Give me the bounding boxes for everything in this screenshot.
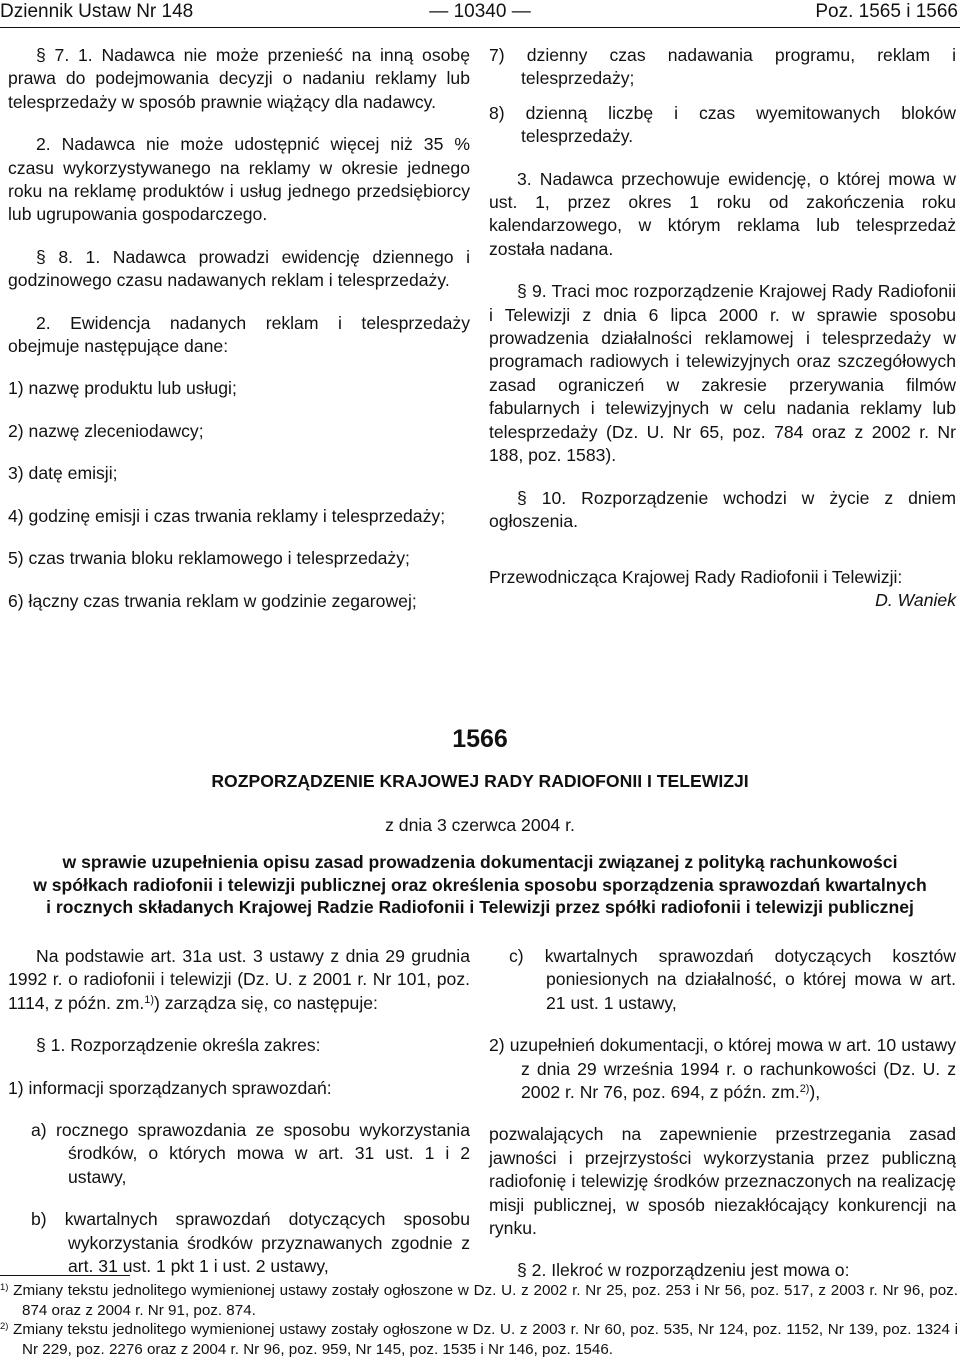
signatory-title: Przewodnicząca Krajowej Rady Radiofonii i Telewizji: xyxy=(489,567,903,587)
act-subject xyxy=(0,851,960,919)
act-subject-line: w spółkach radiofonii i telewizji publicznej oraz określenia sposobu sporządzenia sprawozdań kwartalnych xyxy=(33,874,927,895)
footnote-rule xyxy=(0,1275,130,1276)
list-item: 7) dzienny czas nadawania programu, reklam i telesprzedaży; xyxy=(489,45,956,89)
act-subject-line: w sprawie uzupełnienia opisu zasad prowadzenia dokumentacji związanej z polityką rachunkowości xyxy=(62,852,898,872)
paragraph-2: § 2. Ilekroć w rozporządzeniu jest mowa o: xyxy=(517,1260,850,1281)
page-header xyxy=(0,0,960,26)
paragraph-9: § 9. Traci moc rozporządzenie Krajowej Rady Radiofonii i Telewizji z dnia 6 lipca 2000 r. w sprawie sposobu prowadzenia działalności reklamowej i telesprzedaży w programach radiowych i telewizyjnych oraz szczegółowych zasad ograniczeń w zakresie przerywania filmów fabularnych i telewizyjnych w celu nadania reklamy lub telesprzedaży (Dz. U. Nr 65, poz. 784 oraz z 2002 r. Nr 188, poz. 1583). xyxy=(489,281,956,466)
list-item xyxy=(489,1034,956,1104)
footnotes xyxy=(0,1281,958,1359)
act-type: ROZPORZĄDZENIE KRAJOWEJ RADY RADIOFONII I TELEWIZJI xyxy=(211,771,749,791)
paragraph-8-2: 2. Ewidencja nadanych reklam i telesprzedaży obejmuje następujące dane: xyxy=(8,312,470,357)
list-item: 4) godzinę emisji i czas trwania reklamy i telesprzedaży; xyxy=(8,505,446,526)
right-column-bottom xyxy=(489,945,956,1283)
footnote xyxy=(0,1281,958,1320)
left-column-bottom xyxy=(8,945,470,1278)
footnote-ref: 1) xyxy=(144,993,154,1006)
paragraph-1: § 1. Rozporządzenie określa zakres: xyxy=(36,1035,321,1056)
signature-block xyxy=(489,566,956,613)
list-item: 5) czas trwania bloku reklamowego i telesprzedaży; xyxy=(8,548,410,569)
positions-range: Poz. 1565 i 1566 xyxy=(815,1,958,22)
list-item: 1) nazwę produktu lub usługi; xyxy=(8,378,237,399)
paragraph-10: § 10. Rozporządzenie wchodzi w życie z dniem ogłoszenia. xyxy=(489,487,956,531)
footnote-text: Zmiany tekstu jednolitego wymienionej ustawy zostały ogłoszone w Dz. U. z 2002 r. Nr 25, poz. 253 i Nr 56, poz. 517, z 2003 r. Nr 96, poz. 874 oraz z 2004 r. Nr 91, poz. 874. xyxy=(8,1282,958,1319)
paragraph-8-1: § 8. 1. Nadawca prowadzi ewidencję dziennego i godzinowego czasu nadawanych reklam i telesprzedaży. xyxy=(8,246,470,291)
act-number: 1566 xyxy=(452,725,508,753)
footnote xyxy=(0,1320,958,1359)
list-item: 8) dzienną liczbę i czas wyemitowanych bloków telesprzedaży. xyxy=(489,102,956,147)
preamble-text: Na podstawie art. 31a ust. 3 ustawy z dnia 29 grudnia 1992 r. o radiofonii i telewizji (Dz. U. z 2001 r. Nr 101, poz. 1114, z późn. zm. xyxy=(8,946,470,1013)
footnote-mark: 2) xyxy=(0,1319,9,1331)
footnote-ref: 2) xyxy=(799,1083,810,1096)
page-number: — 10340 — xyxy=(429,1,531,22)
list-item: 2) nazwę zleceniodawcy; xyxy=(8,420,204,441)
continuation-paragraph: pozwalających na zapewnienie przestrzegania zasad jawności i przejrzystości wykorzystania przez publiczną radiofonię i telewizję środków przeznaczonych na realizację misji publicznej, w sposób niezakłócający konkurencji na rynku. xyxy=(489,1124,956,1239)
header-rule xyxy=(0,27,960,28)
footnote-text: Zmiany tekstu jednolitego wymienionej ustawy zostały ogłoszone w Dz. U. z 2003 r. Nr 60, poz. 535, Nr 124, poz. 1152, Nr 139, poz. 1324 i Nr 229, poz. 2276 oraz z 2004 r. Nr 96, poz. 959, Nr 145, poz. 1535 i Nr 146, poz. 1546. xyxy=(8,1321,958,1358)
list-item-text-end: ), xyxy=(809,1082,821,1103)
list-item-text: 2) uzupełnień dokumentacji, o której mowa w art. 10 ustawy z dnia 29 września 1994 r. o rachunkowości (Dz. U. z 2002 r. Nr 76, poz. 694, z późn. zm. xyxy=(489,1035,956,1103)
list-item: 1) informacji sporządzanych sprawozdań: xyxy=(8,1077,332,1098)
act-date: z dnia 3 czerwca 2004 r. xyxy=(385,815,575,835)
act-subject-line: i rocznych składanych Krajowej Radzie Radiofonii i Telewizji przez spółki radiofonii i telewizji publicznej xyxy=(46,897,914,917)
paragraph-8-3: 3. Nadawca przechowuje ewidencję, o której mowa w ust. 1, przez okres 1 roku od zakończenia roku kalendarzowego, w którym reklama lub telesprzedaż została nadana. xyxy=(489,168,956,259)
journal-title: Dziennik Ustaw Nr 148 xyxy=(0,1,194,22)
list-subitem: b) kwartalnych sprawozdań dotyczących sposobu wykorzystania środków przyznawanych zgodnie z art. 31 ust. 1 pkt 1 i ust. 2 ustawy, xyxy=(31,1209,470,1277)
paragraph-7-2: 2. Nadawca nie może udostępnić więcej niż 35 % czasu wykorzystywanego na reklamy w okresie jednego roku na reklamę produktów i usług jednego przedsiębiorcy lub ugrupowania gospodarczego. xyxy=(8,134,470,225)
signatory-name: D. Waniek xyxy=(875,590,956,611)
footnote-mark: 1) xyxy=(0,1280,9,1292)
preamble-text-end: ) zarządza się, co następuje: xyxy=(153,992,378,1013)
left-column-top xyxy=(8,44,470,613)
list-item: 6) łączny czas trwania reklam w godzinie zegarowej; xyxy=(8,590,417,611)
paragraph-7-1: § 7. 1. Nadawca nie może przenieść na inną osobę prawa do podejmowania decyzji o nadaniu reklamy lub telesprzedaży w sposób prawnie wiążący dla nadawcy. xyxy=(8,45,470,112)
list-subitem: a) rocznego sprawozdania ze sposobu wykorzystania środków, o których mowa w art. 31 ust. 1 i 2 ustawy, xyxy=(31,1120,470,1187)
right-column-top xyxy=(489,44,956,533)
list-subitem: c) kwartalnych sprawozdań dotyczących kosztów poniesionych na działalność, o której mowa w art. 21 ust. 1 ustawy, xyxy=(509,946,956,1013)
preamble xyxy=(8,945,470,1015)
list-item: 3) datę emisji; xyxy=(8,463,118,484)
